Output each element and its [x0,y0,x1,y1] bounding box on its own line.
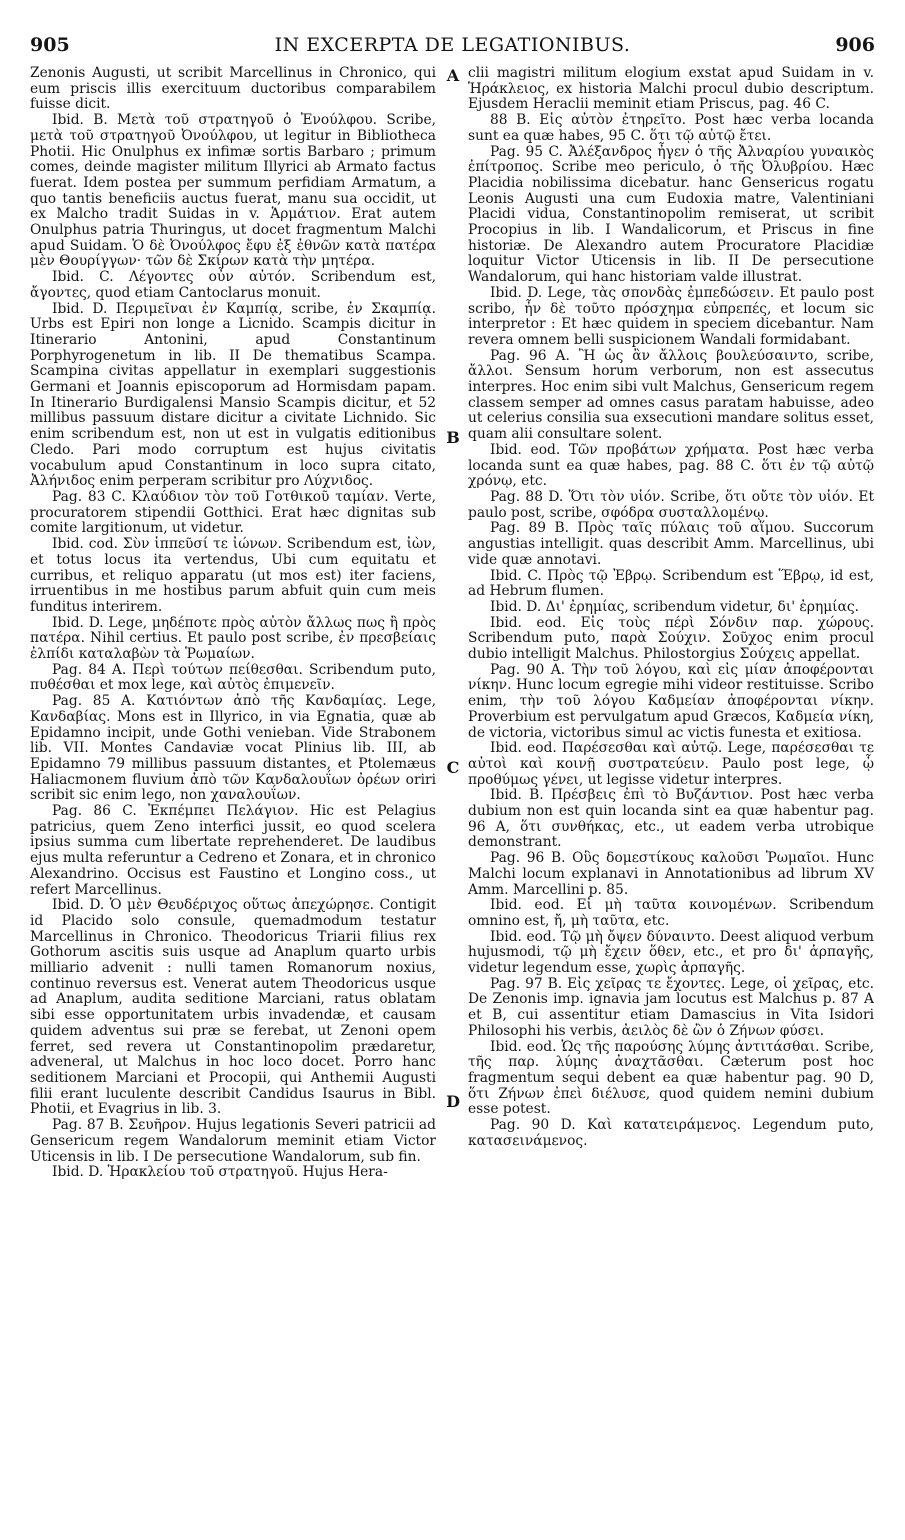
paragraph: Ibid. B. Πρέσβεις ἐπὶ τὸ Βυζάντιον. Post hæc verba dubium non est quin locanda sint ea quæ habentur pag. 96 A, ὅτι συνθήκας, etc., ut eadem verba utrobique demonstrant. [468,787,874,851]
paragraph: Ibid. D. Lege, τὰς σπονδὰς ἐμπεδώσειν. Et paulo post scribo, ἦν δὲ τοῦτο πρόσχημα εὐπρεπές, et locum sic interpretor : Et hæc quidem in speciem dicebantur. Nam revera omnem belli suspicionem Wandali formidabant. [468,284,874,348]
paragraph: Ibid. D. Lege, μηδέποτε πρὸς αὐτὸν ἄλλως πως ἢ πρὸς πατέρα. Nihil certius. Et paulo post scribe, ἐν πρεσβείαις ἐλπίδι καταλαβὼν τὰ Ῥωμαίων. [30,614,436,663]
paragraph: Pag. 95 C. Ἀλέξανδρος ἦγεν ὁ τῆς Ἀλναρίου γυναικὸς ἐπίτροπος. Scribe meo periculo, ὁ τῆς Ὀλυβρίου. Hæc Placidia nobilissima dicebatur. hanc Gensericus rogatu Leonis Augusti una cum Eudoxia matre, Valentiniani Placidi vidua, Constantinopolim remiserat, ut scribit Procopius in lib. I Wandalicorum, et Priscus in fine historiæ. De Alexandro autem Procuratore Placidiæ loquitur Victor Uticensis in lib. II De persecutione Wandalorum, qui hanc historiam valde illustrat. [468,143,874,286]
paragraph: Ibid. eod. Τῶν προβάτων χρήματα. Post hæc verba locanda sunt ea quæ habes, pag. 88 C. ὅτι ἐν τῷ αὐτῷ χρόνῳ, etc. [468,441,874,490]
running-title: IN EXCERPTA DE LEGATIONIBUS. [274,34,631,56]
paragraph: Ibid. eod. Ὡς τῆς παρούσης λύμης ἀντιτάσθαι. Scribe, τῆς παρ. λύμης ἀναχτᾶσθαι. Cæterum post hoc fragmentum sequi debent ea quæ habentur pag. 90 D, ὅτι Ζήνων ἐπεὶ διέλυσε, quod quidem nemini dubium esse potest. [468,1038,874,1118]
paragraph: Ibid. cod. Σὺν ἱππεῦσί τε ἰώνων. Scribendum est, ἰὼν, et totus locus ita vertendus, Ubi cum equitatu et curribus, et reliquo apparatu (ut mos est) iter faciens, irruentibus in me hostibus parum abfuit quin cum meis funditus interirem. [30,536,436,615]
paragraph: clii magistri militum elogium exstat apud Suidam in v. Ἡράκλειος, ex historia Malchi procul dubio descriptum. Ejusdem Heraclii meminit etiam Priscus, pag. 46 C. [468,65,874,113]
paragraph: Zenonis Augusti, ut scribit Marcellinus in Chronico, qui eum priscis illis exercituum ductoribus comparabilem fuisse dicit. [30,65,436,113]
paragraph: Ibid. D. Ἡρακλείου τοῦ στρατηγοῦ. Hujus Hera- [52,1164,388,1181]
paragraph: Pag. 96 A. Ἢ ὡς ἂν ἄλλοις βουλεύσαιντο, scribe, ἄλλοι. Sensum horum verborum, non est assecutus interpres. Hoc enim sibi vult Malchus, Gensericum regem classem semper ad omnes casus paratam habuisse, adeo ut celerius consilia sua exsecutioni mandare solitus esset, quam alii consultare solent. [468,347,874,443]
margin-letter-d: D [446,1092,460,1111]
paragraph: Pag. 89 B. Πρὸς ταῖς πύλαις τοῦ αἵμου. Succorum angustias intelligit. quas describit Amm. Marcellinus, ubi vide quæ annotavi. [468,520,874,568]
paragraph: Pag. 90 D. Καὶ κατατειράμενος. Legendum puto, κατασεινάμενος. [468,1117,874,1149]
paragraph: Ibid. D. Περιμεῖναι ἐν Καμπίᾳ, scribe, ἐν Σκαμπίᾳ. Urbs est Epiri non longe a Licnido. Scampis dicitur in Itinerario Antonini, apud Constantinum Porphyrogenetum in lib. II De thematibus Scampa. Scampina civitas appellatur in exemplari suggestionis Germani et Joannis episcoporum ad Hormisdam papam. In Itinerario Burdigalensi Mansio Scampis dicitur, et 52 millibus passuum distare dicitur a civitate Lichnido. Sic enim scribendum est, non ut est in vulgatis editionibus Cledo. Pari modo corruptum est hujus civitatis vocabulum apud Constantinum in loco supra citato, Ἀλήνιδος enim perperam scribitur pro Λύχνιδος. [30,300,436,490]
paragraph: Ibid. D. Δι' ἐρημίας, scribendum videtur, δι' ἐρημίας. [490,598,860,615]
paragraph: Pag. 87 B. Σευῆρον. Hujus legationis Severi patricii ad Gensericum regem Wandalorum meminit etiam Victor Uticensis in lib. I De persecutione Wandalorum, sub fin. [30,1117,436,1165]
paragraph: Ibid. eod. Εἰ μὴ ταῦτα κοινομένων. Scribendum omnino est, ἤ, μὴ ταῦτα, etc. [468,897,874,929]
left-column [30,66,436,1181]
paragraph: 88 B. Εἰς αὐτὸν ἐτηρεῖτο. Post hæc verba locanda sunt ea quæ habes, 95 C. ὅτι τῷ αὐτῷ ἔτει. [468,112,874,144]
paragraph: Pag. 90 A. Τὴν τοῦ λόγου, καὶ εἰς μίαν ἀποφέρονται νίκην. Hunc locum egregie mihi videor restituisse. Scribo enim, τὴν τοῦ λόγου Καδμείαν ἀποφέρονται νίκην. Proverbium est pervulgatum apud Græcos, Καδμεία νίκη, de victoria, victoribus simul ac victis funesta et exitiosa. [468,661,874,741]
paragraph: Ibid. eod. Τῷ μὴ ὄψεν δύναιντο. Deest aliquod verbum hujusmodi, τῷ μὴ ἔχειν ὅθεν, etc., et pro δι' ἁρπαγῆς, videtur legendum esse, χωρὶς ἁρπαγῆς. [468,928,874,977]
paragraph: Pag. 84 A. Περὶ τούτων πείθεσθαι. Scribendum puto, πυθέσθαι et mox lege, καὶ αὐτὸς ἐπιμενεῖν. [30,661,436,694]
paragraph: Pag. 83 C. Κλαύδιον τὸν τοῦ Γοτθικοῦ ταμίαν. Verte, procuratorem stipendii Gotthici. Erat hæc dignitas sub comite largitionum, ut videtur. [30,488,436,537]
paragraph: Pag. 85 A. Κατιόντων ἀπὸ τῆς Κανδαμίας. Lege, Κανδαβίας. Mons est in Illyrico, in via Egnatia, quæ ab Epidamno incipit, unde Gothi venieban. Vide Strabonem lib. VII. Montes Candaviæ vocat Plinius lib. III, ab Epidamno 79 millibus passuum distantes, et Ptolemæus Haliacmonem fluvium ἀπὸ τῶν Κανδαλουΐων ὀρέων oriri scribit sic enim lego, non χαναλουΐων. [30,693,436,804]
page-number-right: 906 [835,34,875,56]
paragraph: Ibid. D. Ὁ μὲν Θευδέριχος οὕτως ἀπεχώρησε. Contigit id Placido solo consule, quemadmodum testatur Marcellinus in Chronico. Theodoricus Triarii filius rex Gothorum ascitis suis usque ad Anaplum quarto urbis milliario advenit : nulli tamen Romanorum noxius, continuo reversus est. Venerat autem Theodoricus usque ad Anaplum, audita seditione Marciani, ratus oblatam sibi esse opportunitatem urbis invadendæ, et causam quidem adventus sui præ se ferebat, ut Zenoni opem ferret, sed revera ut Constantinopolim prædaretur, adveneral, ut Malchus in hoc loco docet. Porro hanc seditionem Marciani et Procopii, qui Anthemii Augusti filii erant luculente describit Candidus Isaurus in Bibl. Photii, et Evagrius in lib. 3. [30,897,436,1118]
margin-letter-a: A [446,66,460,85]
paragraph: Pag. 86 C. Ἐκπέμπει Πελάγιον. Hic est Pelagius patricius, quem Zeno interfici jussit, eo quod scelera ipsius summa cum libertate reprehenderet. De laudibus ejus multa referuntur a Cedreno et Zonara, et in chronico Alexandrino. Occisus est Faustino et Longino coss., ut refert Marcellinus. [30,803,436,898]
paragraph: Ibid. eod. Εἰς τοὺς πέρὶ Σόνδιν παρ. χώρους. Scribendum puto, παρὰ Σούχιν. Σοῦχος enim procul dubio intelligit Malchus. Philostorgius Σούχεις appellat. [468,614,874,663]
paragraph: Pag. 97 B. Εἰς χεῖρας τε ἔχοντες. Lege, οἱ χεῖρας, etc. De Zenonis imp. ignavia jam locutus est Malchus p. 87 A et B, cui assentitur etiam Damascius in Vita Isidori Philosophi his verbis, ἀειλὸς δὲ ὢν ὁ Ζήνων φύσει. [468,975,874,1039]
paragraph: Pag. 88 D. Ὅτι τὸν υἱόν. Scribe, ὅτι οὔτε τὸν υἱόν. Et paulo post, scribe, σφόδρα συσταλλομένῳ. [468,488,874,521]
paragraph: Ibid. B. Μετὰ τοῦ στρατηγοῦ ὁ Ἐνούλφου. Scribe, μετὰ τοῦ στρατηγοῦ Ὀνούλφου, ut legitur in Bibliotheca Photii. Hic Onulphus ex infimæ sortis Barbaro ; primum comes, deinde magister militum Illyrici ab Armato factus fuerat. Idem postea per summum perfidiam Armatum, a quo tantis beneficiis auctus fuerat, manu sua occidit, ut ex Malcho tradit Suidas in v. Ἁρμάτιον. Erat autem Onulphus patria Thuringus, ut docet fragmentum Malchi apud Suidam. Ὁ δὲ Ὀνούλφος ἔφυ ἐξ ἐθνῶν κατὰ πατέρα μὲν Θουρίγγων· τῶν δὲ Σκίρων κατὰ τὴν μητέρα. [30,112,436,270]
page-number-left: 905 [30,34,70,56]
paragraph: Ibid. C. Λέγοντες οὖν αὐτόν. Scribendum est, ἄγοντες, quod etiam Cantoclarus monuit. [30,269,436,301]
running-header [30,34,875,60]
paragraph: Ibid. C. Πρὸς τῷ Ἐβρῳ. Scribendum est Ἕβρῳ, id est, ad Hebrum flumen. [468,567,874,600]
right-column [468,66,874,1150]
paragraph: Pag. 96 B. Οὓς δομεστίκους καλοῦσι Ῥωμαῖοι. Hunc Malchi locum explanavi in Annotationibus ad librum XV Amm. Marcellini p. 85. [468,850,874,898]
margin-letter-b: B [446,428,460,447]
paragraph: Ibid. eod. Παρέσεσθαι καὶ αὐτῷ. Lege, παρέσεσθαι τε αὐτοὶ καὶ κοινῇ συστρατεύειν. Paulo post lege, ᾧ προθύμως γένει, ut legisse videtur interpres. [468,740,874,788]
margin-letter-c: C [446,758,460,777]
